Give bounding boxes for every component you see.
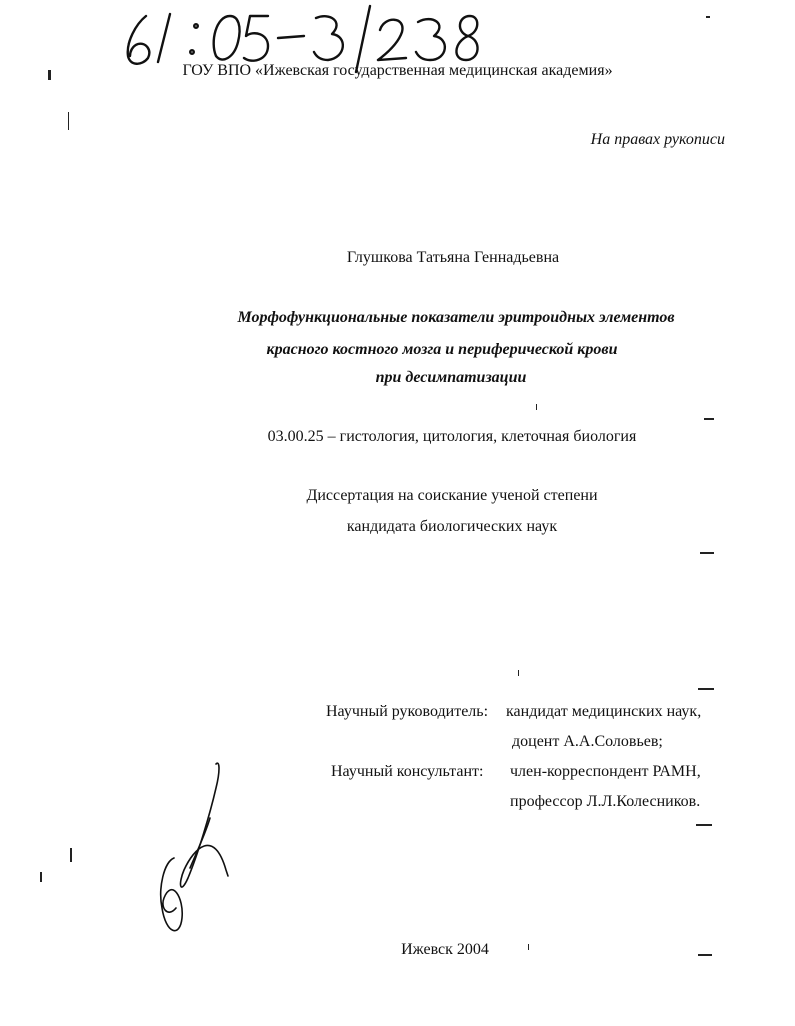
supervisor-label: Научный руководитель:	[326, 703, 489, 720]
degree-line-1: Диссертация на соискание ученой степени	[306, 487, 598, 504]
specialty-code: 03.00.25 – гистология, цитология, клеточная биология	[267, 428, 637, 445]
scan-speck	[698, 688, 714, 690]
scan-speck	[40, 872, 42, 882]
scan-speck	[528, 944, 529, 950]
scan-speck	[48, 70, 51, 80]
scan-speck	[536, 404, 537, 410]
scan-speck	[700, 552, 714, 554]
consultant-title: член-корреспондент РАМН,	[510, 763, 701, 780]
consultant-name: профессор Л.Л.Колесников.	[510, 793, 701, 810]
manuscript-rights-note: На правах рукописи	[590, 131, 725, 148]
scan-speck	[704, 418, 714, 420]
scan-speck	[68, 112, 69, 130]
scan-speck	[70, 848, 72, 862]
dissertation-title-line-3: при десимпатизации	[375, 369, 527, 386]
supervisor-title: кандидат медицинских наук,	[506, 703, 702, 720]
degree-line-2: кандидата биологических наук	[346, 518, 558, 535]
author-name: Глушкова Татьяна Геннадьевна	[346, 249, 560, 266]
scan-speck	[698, 954, 712, 956]
scan-speck	[706, 16, 710, 18]
dissertation-title-line-1: Морфофункциональные показатели эритроидных элементов	[237, 309, 675, 326]
scan-speck	[518, 670, 519, 676]
scan-speck	[696, 824, 712, 826]
place-and-year: Ижевск 2004	[401, 941, 489, 958]
handwritten-signature	[150, 758, 240, 940]
supervisor-name: доцент А.А.Соловьев;	[512, 733, 663, 750]
dissertation-title-line-2: красного костного мозга и периферической крови	[266, 341, 618, 358]
consultant-label: Научный консультант:	[331, 763, 484, 780]
institution-name: ГОУ ВПО «Ижевская государственная медицинская академия»	[182, 62, 613, 79]
